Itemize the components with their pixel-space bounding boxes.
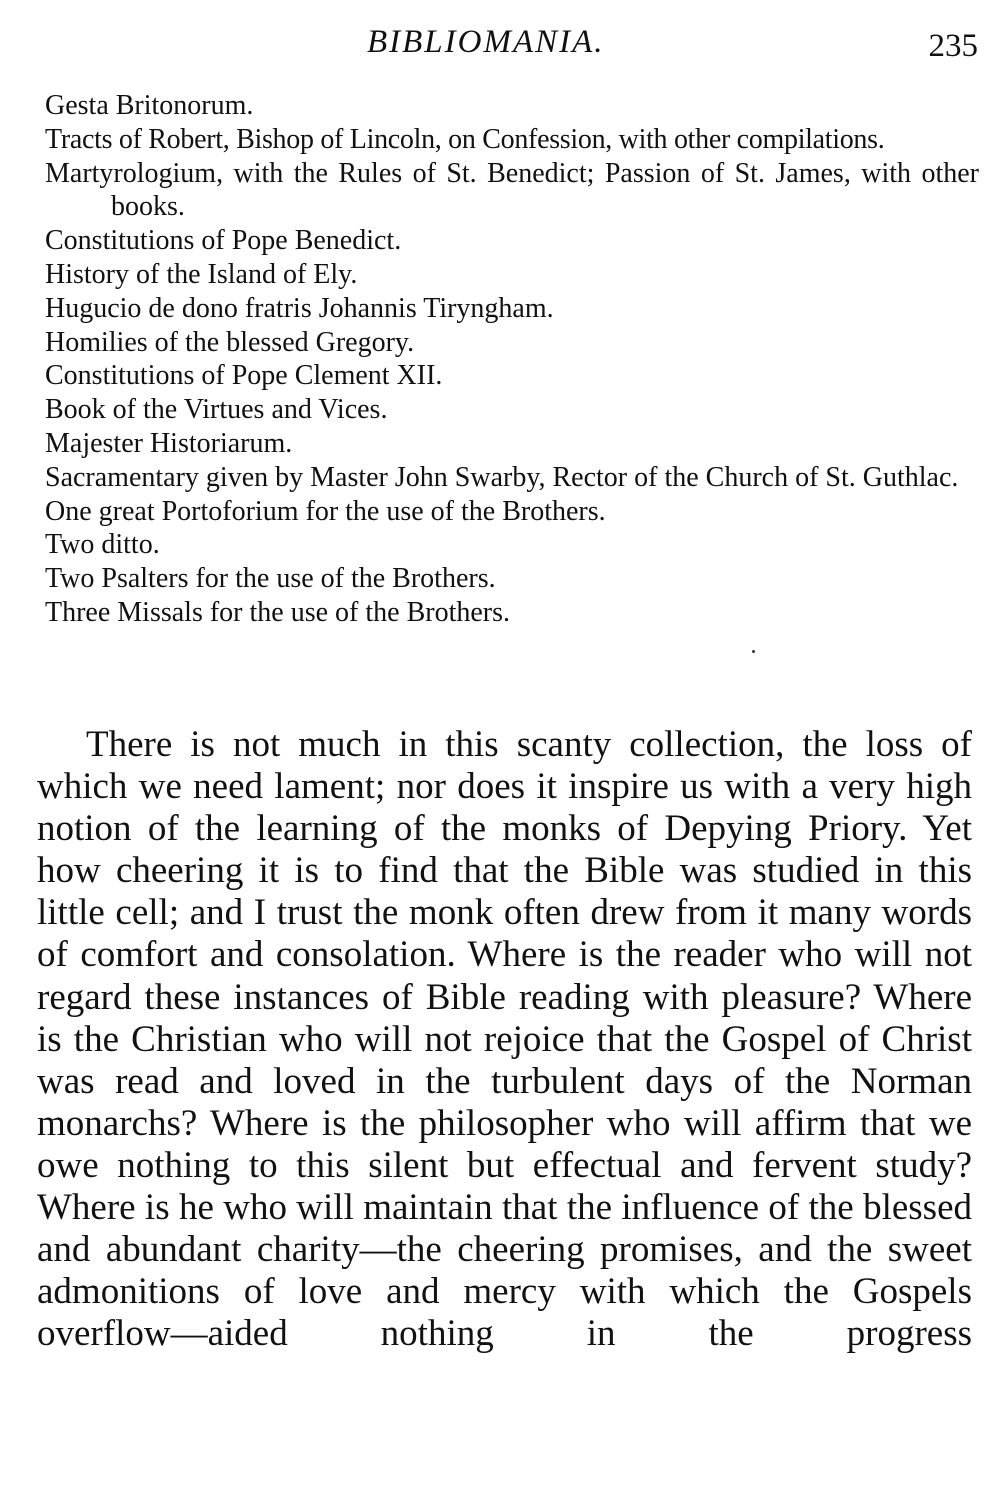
catalogue-entry: History of the Island of Ely. xyxy=(45,258,358,290)
catalogue-entry: Three Missals for the use of the Brothers. xyxy=(45,596,510,628)
catalogue-entry: One great Portoforium for the use of the Brothers. xyxy=(45,495,606,527)
catalogue-entry: Two Psalters for the use of the Brothers. xyxy=(45,563,496,595)
catalogue-entry: Two ditto. xyxy=(45,529,160,561)
body-paragraph: There is not much in this scanty collection, the loss of which we need lament; nor does it inspire us with a very high notion of the learning of the monks of Depying Priory. Yet how cheering it is to find that the Bible was studied in this little cell; and I trust the monk often drew from it many words of comfort and consolation. Where is the reader who will not regard these instances of Bible reading with pleasure? Where is the Christian who will not rejoice that the Gospel of Christ was read and loved in the turbulent days of the Norman monarchs? Where is the philosopher who will affirm that we owe nothing to this silent but effectual and fervent study? Where is he who will maintain that the influence of the blessed and abundant charity—the cheering promises, and the sweet admonitions of love and mercy with which the Gospels overflow—aided nothing in the progress xyxy=(37,724,972,1355)
catalogue-entry: Sacramentary given by Master John Swarby, Rector of the Church of St. Guthlac. xyxy=(45,461,959,493)
print-speck xyxy=(752,650,755,653)
catalogue-entry: Constitutions of Pope Benedict. xyxy=(45,225,402,257)
running-title: BIBLIOMANIA. xyxy=(367,24,605,60)
catalogue-entry: Tracts of Robert, Bishop of Lincoln, on Confession, with other compilations. xyxy=(45,123,885,155)
running-head xyxy=(0,20,1000,70)
catalogue-entry: Constitutions of Pope Clement XII. xyxy=(45,360,443,392)
catalogue-entry: Book of the Virtues and Vices. xyxy=(45,394,388,426)
catalogue-list xyxy=(45,89,979,630)
catalogue-entry: Martyrologium, with the Rules of St. Benedict; Passion of St. James, with other books. xyxy=(45,157,979,223)
catalogue-entry: Gesta Britonorum. xyxy=(45,90,254,121)
page-number: 235 xyxy=(928,28,978,64)
catalogue-entry: Majester Historiarum. xyxy=(45,427,293,459)
catalogue-entry: Homilies of the blessed Gregory. xyxy=(45,326,415,358)
catalogue-entry: Hugucio de dono fratris Johannis Tiryngham. xyxy=(45,292,554,324)
